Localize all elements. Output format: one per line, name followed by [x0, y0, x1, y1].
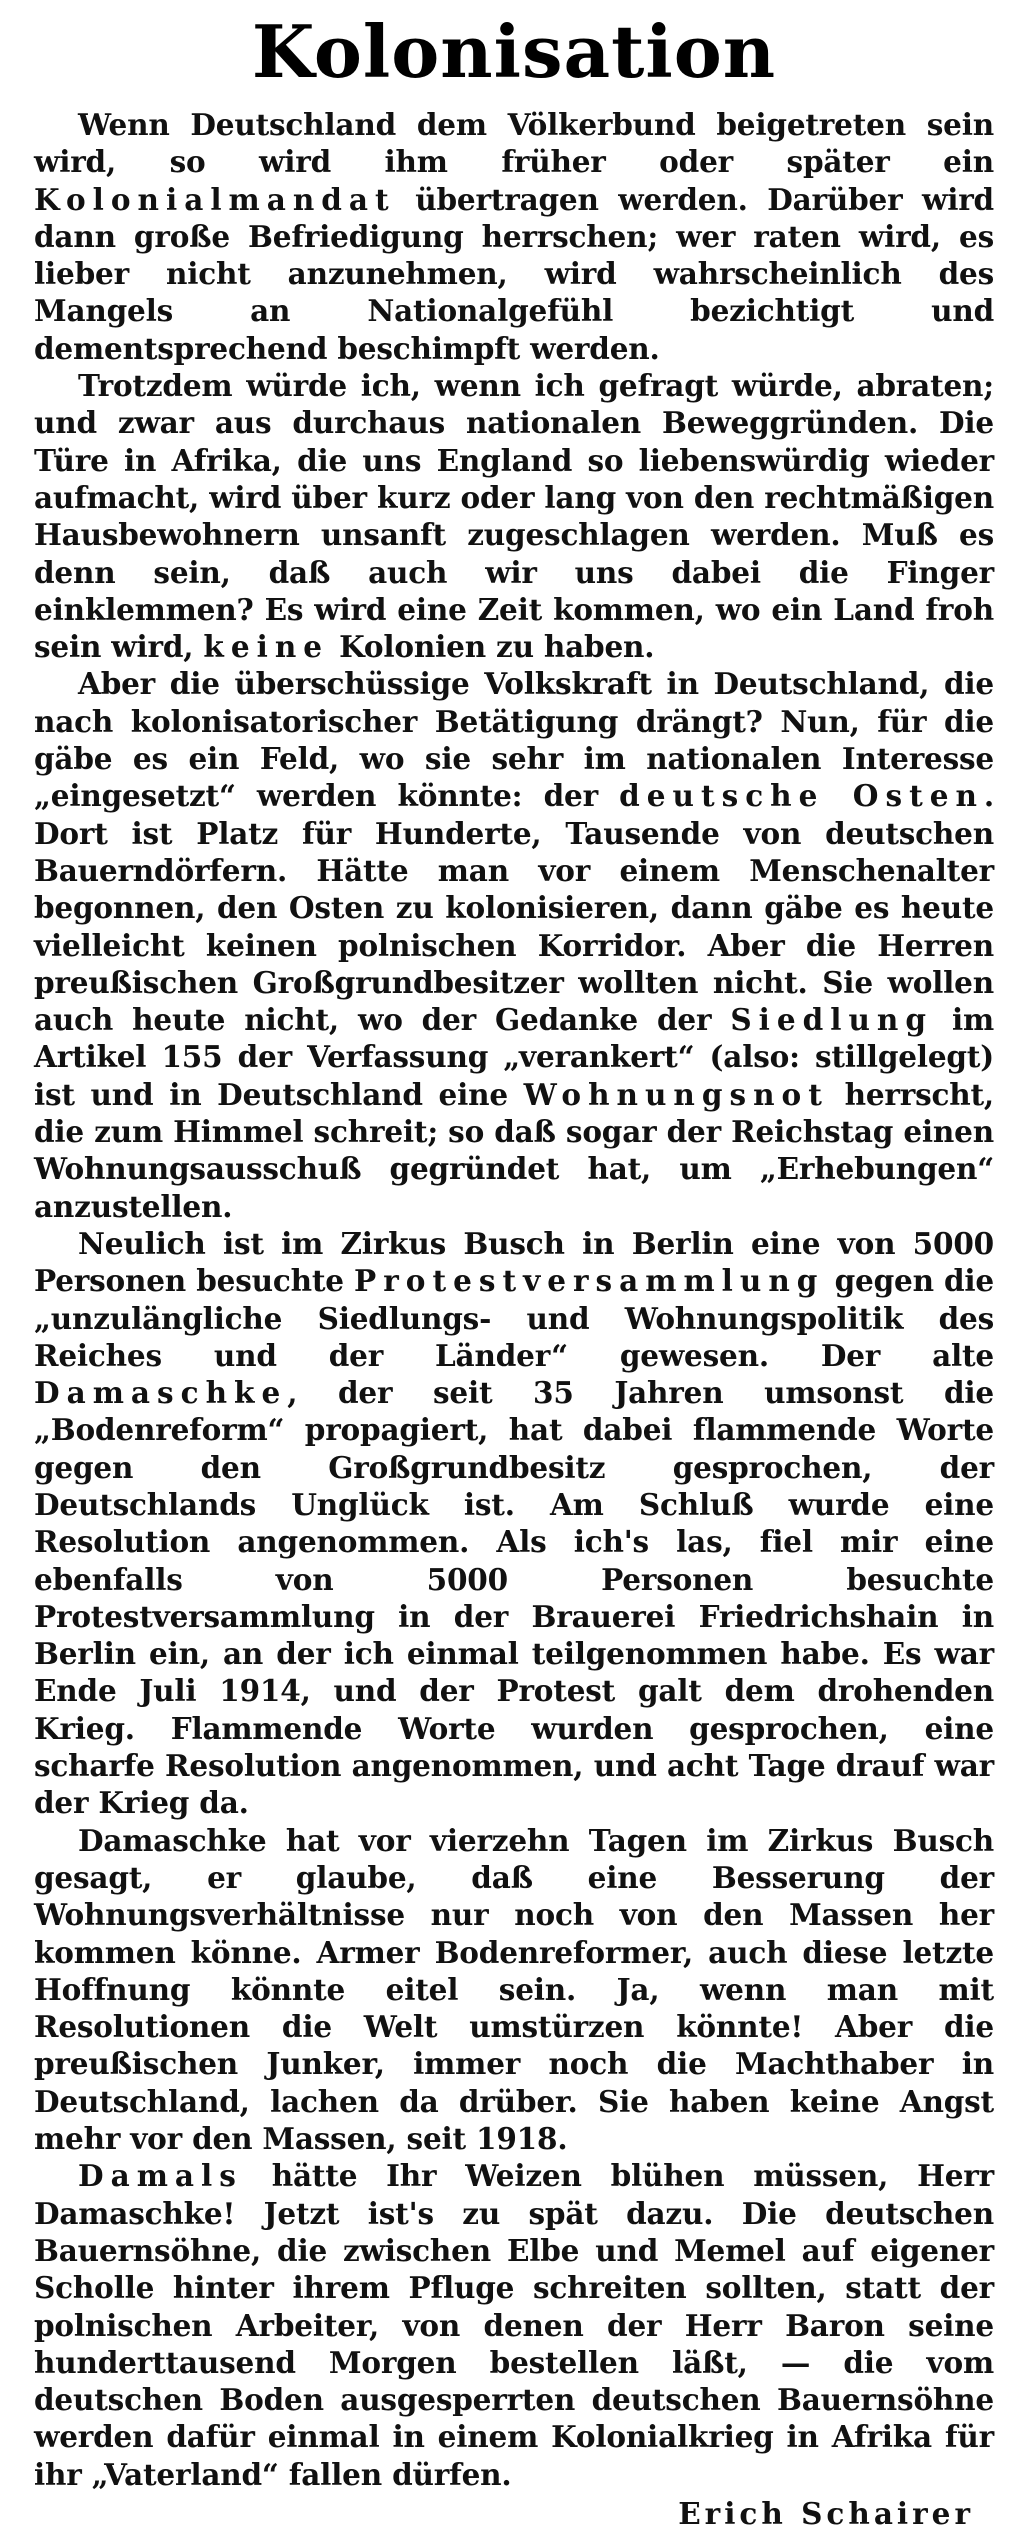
paragraph-6 [34, 2157, 994, 2493]
author-signature: Erich Schairer [678, 2496, 974, 2531]
paragraph-1 [34, 106, 994, 367]
paragraph-2 [34, 367, 994, 665]
paragraph-text: herrscht, die zum Himmel schreit; so daß sogar der Reichstag einen Wohnungsausschuß gegründet hat, um „Erhebungen“ anzustellen. [34, 1076, 994, 1224]
article-body [34, 106, 994, 2532]
spaced-emphasis: Protestversammlung [354, 1263, 825, 1299]
paragraph-text: . Dort ist Platz für Hunderte, Tausende von deutschen Bauerndörfern. Hätte man vor einem Menschenalter begonnen, den Osten zu kolonisieren, dann gäbe es heute vielleicht keinen polnischen Korridor. Aber die Herren preußischen Großgrundbesitzer wollten nicht. Sie wollen auch heute nicht, wo der Gedanke der [34, 778, 994, 1038]
spaced-emphasis: Damaschke [34, 1375, 288, 1411]
spaced-emphasis: Wohnungsnot [523, 1076, 829, 1112]
spaced-emphasis: deutsche Osten [619, 778, 984, 814]
paragraph-4 [34, 1225, 994, 1822]
paragraph-3 [34, 665, 994, 1224]
paragraph-text: Neulich ist im Zirkus Busch in Berlin eine von 5000 Personen besuchte [34, 1225, 994, 1299]
paragraph-text: hätte Ihr Weizen blühen müssen, Herr Damaschke! Jetzt ist's zu spät dazu. Die deutschen Bauernsöhne, die zwischen Elbe und Memel auf eigener Scholle hinter ihrem Pfluge schreiten sollten, statt der polnischen Arbeiter, von denen der Herr Baron seine hunderttausend Morgen bestellen läßt, — die vom deutschen Boden ausgesperrten deutschen Bauernsöhne werden dafür einmal in einem Kolonialkrieg in Afrika für ihr „Vaterland“ fallen dürfen. [34, 2158, 994, 2492]
spaced-emphasis: Siedlung [730, 1002, 933, 1038]
spaced-emphasis: keine [203, 629, 330, 665]
paragraph-text: Damaschke hat vor vierzehn Tagen im Zirkus Busch gesagt, er glaube, daß eine Besserung der Wohnungsverhältnisse nur noch von den Massen her kommen könne. Armer Bodenreformer, auch diese letzte Hoffnung könnte eitel sein. Ja, wenn man mit Resolutionen die Welt umstürzen könnte! Aber die preußischen Junker, immer noch die Machthaber in Deutschland, lachen da drüber. Sie haben keine Angst mehr vor den Massen, seit 1918. [34, 1822, 994, 2157]
paragraph-text: im Artikel 155 der Verfassung „verankert“ (also: stillgelegt) ist und in Deutschland eine [34, 1002, 994, 1112]
paragraph-text: Wenn Deutschland dem Völkerbund beigetreten sein wird, so wird ihm früher oder später ein [34, 107, 994, 180]
paragraph-5 [34, 1822, 994, 2158]
spaced-emphasis: Kolonialmandat [34, 181, 396, 217]
paragraph-text: gegen die „unzulängliche Siedlungs- und Wohnungspolitik des Reiches und der Länder“ gewesen. Der alte [34, 1263, 994, 1373]
spaced-emphasis: Damals [78, 2158, 243, 2194]
article-title: Kolonisation [251, 9, 777, 94]
paragraph-text: Trotzdem würde ich, wenn ich gefragt würde, abraten; und zwar aus durchaus nationalen Beweggründen. Die Türe in Afrika, die uns England so liebenswürdig wieder aufmacht, wird über kurz oder lang von den rechtmäßigen Hausbewohnern unsanft zugeschlagen werden. Muß es denn sein, daß auch wir uns dabei die Finger einklemmen? Es wird eine Zeit kommen, wo ein Land froh sein wird, [34, 368, 994, 665]
newspaper-page [34, 0, 994, 2531]
paragraph-text: Aber die überschüssige Volkskraft in Deutschland, die nach kolonisatorischer Betätigung drängt? Nun, für die gäbe es ein Feld, wo sie sehr im nationalen Interesse „eingesetzt“ werden könnte: der [34, 666, 994, 814]
paragraph-text: übertragen werden. Darüber wird dann große Befriedigung herrschen; wer raten wird, es lieber nicht anzunehmen, wird wahrscheinlich des Mangels an Nationalgefühl bezichtigt und dementsprechend beschimpft werden. [34, 181, 994, 366]
paragraph-text: Kolonien zu haben. [329, 629, 655, 665]
paragraph-text: , der seit 35 Jahren umsonst die „Bodenreform“ propagiert, hat dabei flammende Worte gegen den Großgrundbesitz gesprochen, der Deutschlands Unglück ist. Am Schluß wurde eine Resolution angenommen. Als ich's las, fiel mir eine ebenfalls von 5000 Personen besuchte Protestversammlung in der Brauerei Friedrichshain in Berlin ein, an der ich einmal teilgenommen habe. Es war Ende Juli 1914, und der Protest galt dem drohenden Krieg. Flammende Worte wurden gesprochen, eine scharfe Resolution angenommen, und acht Tage drauf war der Krieg da. [34, 1375, 994, 1821]
